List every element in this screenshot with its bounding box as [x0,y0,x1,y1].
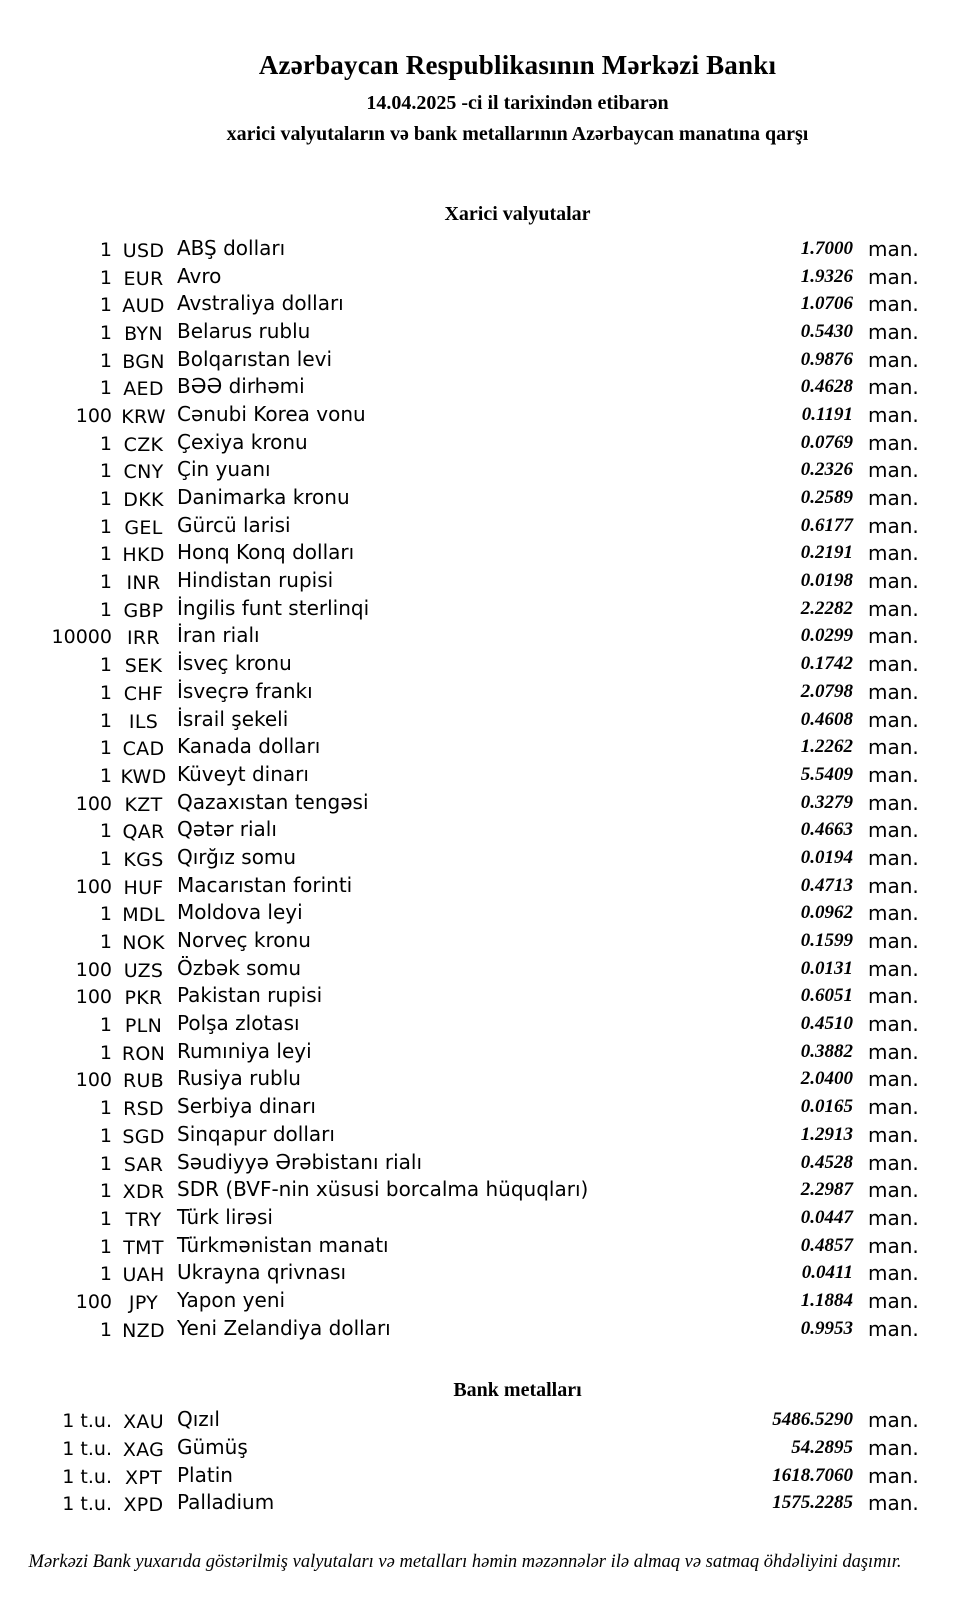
currency-name: Səudiyyə Ərəbistanı rialı [177,1149,423,1174]
table-row [0,567,920,595]
currency-code: XAU [123,1411,164,1434]
rate-unit: man. [868,845,919,870]
obligation-note: Mərkəzi Bank yuxarıda göstərilmiş valyutaları və metalları həmin məzənnələr ilə almaq və satmaq öhdəliyini daşımır. [28,1552,902,1573]
currency-name: Çin yuanı [177,457,271,482]
currency-code: HUF [123,876,164,899]
currency-code: PKR [124,987,163,1010]
currency-name: Türk lirəsi [177,1204,273,1229]
rate-unit: man. [868,513,919,538]
rate-value: 0.4608 [800,708,853,730]
currency-name: İsrail şekeli [177,706,289,731]
currency-code: CAD [122,738,165,761]
currency-code: NZD [122,1319,165,1342]
table-row [0,457,920,485]
rate-value: 0.9953 [800,1317,853,1339]
currency-code: SGD [122,1125,165,1148]
rate-unit: man. [868,1288,919,1313]
rate-value: 2.2987 [800,1179,853,1201]
currency-name: ABŞ dolları [177,235,286,260]
rate-value: 0.6051 [800,985,853,1007]
quantity: 100 [75,792,112,815]
rate-value: 0.0194 [800,846,853,868]
table-row [0,346,920,374]
currency-name: Küveyt dinarı [177,761,309,786]
rate-value: 0.2191 [800,542,853,564]
currency-code: QAR [122,821,165,844]
quantity: 1 [99,515,112,538]
rate-value: 0.1742 [800,653,853,675]
table-row [0,1232,920,1260]
currency-code: XPT [125,1466,162,1489]
table-row [0,983,920,1011]
currency-name: İngilis funt sterlinqi [177,595,370,620]
rate-value: 0.0131 [800,957,853,979]
quantity: 1 t.u. [62,1465,112,1488]
table-row [0,1259,920,1287]
rate-value: 54.2895 [791,1437,853,1459]
quantity: 100 [75,986,112,1009]
table-row [0,540,920,568]
document-header [0,0,960,146]
currency-name: BƏƏ dirhəmi [177,374,305,399]
quantity: 1 [99,737,112,760]
rate-unit: man. [868,347,919,372]
quantity: 1 [99,1124,112,1147]
currency-code: XAG [122,1439,165,1462]
table-row [0,1010,920,1038]
quantity: 1 [99,598,112,621]
table-row [0,955,920,983]
currency-code: HKD [122,544,165,567]
rate-value: 1.2913 [800,1123,853,1145]
rate-unit: man. [868,402,919,427]
table-row [0,623,920,651]
rate-unit: man. [868,236,919,261]
currency-code: UZS [123,959,164,982]
currency-name: Moldova leyi [177,900,303,925]
currency-name: Belarus rublu [177,318,311,343]
rate-unit: man. [868,1261,919,1286]
currency-name: Rusiya rublu [177,1066,301,1091]
rate-value: 1.7000 [800,237,853,259]
quantity: 100 [75,404,112,427]
currency-name: İsveçrə frankı [177,678,313,703]
currency-name: Yapon yeni [177,1287,286,1312]
rate-unit: man. [868,1178,919,1203]
rate-value: 0.5430 [800,320,853,342]
rate-unit: man. [868,929,919,954]
table-row [0,1176,920,1204]
currency-code: RUB [122,1070,165,1093]
rate-value: 1.9326 [800,265,853,287]
currency-code: RON [121,1042,166,1065]
rate-unit: man. [868,984,919,1009]
quantity: 1 [99,238,112,261]
rate-unit: man. [868,624,919,649]
table-row [0,1434,920,1462]
currency-name: Sinqapur dolları [177,1121,335,1146]
currency-name: Qızıl [177,1407,220,1432]
rate-value: 2.2282 [800,597,853,619]
currency-name: Qırğız somu [177,844,297,869]
rate-value: 1575.2285 [772,1492,853,1514]
rate-value: 0.0411 [801,1262,853,1284]
rate-unit: man. [868,1095,919,1120]
table-row [0,1204,920,1232]
rate-value: 0.4528 [800,1151,853,1173]
table-row [0,1407,920,1435]
currency-name: Türkmənistan manatı [177,1232,389,1257]
currency-code: MDL [122,904,165,927]
quantity: 1 [99,654,112,677]
rate-value: 0.0299 [800,625,853,647]
quantity: 1 [99,1180,112,1203]
currency-code: INR [126,572,161,595]
currency-name: Bolqarıstan levi [177,346,333,371]
quantity: 1 [99,321,112,344]
quantity: 100 [75,875,112,898]
rate-value: 0.1191 [801,403,853,425]
rate-value: 1618.7060 [772,1464,853,1486]
currency-code: RSD [123,1098,164,1121]
currency-code: USD [122,239,165,262]
currency-code: IRR [127,627,160,650]
currency-name: İran rialı [177,623,260,648]
rate-value: 0.2589 [800,487,853,509]
currency-name: Honq Konq dolları [177,540,355,565]
quantity: 1 [99,681,112,704]
rate-value: 1.0706 [800,293,853,315]
quantity: 1 [99,931,112,954]
rate-unit: man. [868,541,919,566]
quantity: 1 t.u. [62,1410,112,1433]
currency-name: Ukrayna qrivnası [177,1260,347,1285]
currency-name: SDR (BVF-nin xüsusi borcalma hüquqları) [177,1177,589,1202]
currency-name: Avstraliya dolları [177,291,344,316]
currency-code: XPD [123,1494,164,1517]
currency-name: İsveç kronu [177,651,292,676]
table-row [0,706,920,734]
rate-unit: man. [868,1408,919,1433]
rate-value: 0.4628 [800,376,853,398]
quantity: 100 [75,1069,112,1092]
rate-value: 0.3882 [800,1040,853,1062]
quantity: 1 [99,488,112,511]
quantity: 1 [99,266,112,289]
table-row [0,1038,920,1066]
currency-code: KRW [121,405,166,428]
table-row [0,872,920,900]
table-row [0,401,920,429]
currency-name: Çexiya kronu [177,429,308,454]
rate-value: 0.0198 [800,570,853,592]
table-row [0,900,920,928]
currency-name: Danimarka kronu [177,485,350,510]
quantity: 1 [99,349,112,372]
rate-value: 0.0962 [800,902,853,924]
currency-code: CNY [123,461,164,484]
table-row [0,263,920,291]
currency-name: Avro [177,263,222,288]
table-row [0,1287,920,1315]
currency-code: KWD [120,765,167,788]
currency-code: GBP [123,599,164,622]
rate-unit: man. [868,1012,919,1037]
quantity: 1 [99,377,112,400]
rate-unit: man. [868,652,919,677]
metals-table [0,1407,920,1518]
rate-unit: man. [868,596,919,621]
currency-name: Qətər rialı [177,817,277,842]
currency-code: JPY [128,1291,159,1314]
quantity: 1 [99,1235,112,1258]
rate-unit: man. [868,486,919,511]
quantity: 1 [99,432,112,455]
quantity: 10000 [51,626,112,649]
rate-unit: man. [868,292,919,317]
document-subtitle: xarici valyutaların və bank metallarının Azərbaycan manatına qarşı [226,123,809,145]
rate-unit: man. [868,1233,919,1258]
table-row [0,1093,920,1121]
rate-value: 0.0165 [800,1096,853,1118]
table-row [0,650,920,678]
table-row [0,1066,920,1094]
quantity: 1 [99,294,112,317]
quantity: 1 [99,571,112,594]
rate-value: 5.5409 [800,763,853,785]
currency-code: GEL [124,516,163,539]
section-title-currencies: Xarici valyutalar [444,203,591,225]
table-row [0,1121,920,1149]
currency-name: Cənubi Korea vonu [177,401,366,426]
quantity: 1 [99,543,112,566]
table-row [0,290,920,318]
rate-unit: man. [868,873,919,898]
rate-unit: man. [868,1436,919,1461]
rate-value: 0.3279 [800,791,853,813]
quantity: 1 [99,903,112,926]
effective-date: 14.04.2025 -ci il tarixindən etibarən [366,92,669,114]
table-row [0,429,920,457]
currency-name: Qazaxıstan tengəsi [177,789,369,814]
currency-code: KGS [123,848,164,871]
quantity: 1 [99,764,112,787]
rate-value: 0.4713 [800,874,853,896]
rate-unit: man. [868,790,919,815]
quantity: 1 [99,1014,112,1037]
rate-unit: man. [868,1150,919,1175]
currency-code: BYN [124,322,163,345]
rate-unit: man. [868,818,919,843]
section-title-metals: Bank metalları [453,1378,582,1401]
table-row [0,595,920,623]
currency-code: PLN [124,1015,163,1038]
currency-code: TMT [123,1236,164,1259]
rate-unit: man. [868,1316,919,1341]
rate-value: 0.4663 [800,819,853,841]
rate-unit: man. [868,679,919,704]
rate-unit: man. [868,375,919,400]
rate-value: 0.4510 [800,1013,853,1035]
rate-unit: man. [868,264,919,289]
currency-code: BGN [122,350,165,373]
bank-metals-section [0,1379,960,1518]
rate-value: 1.2262 [800,736,853,758]
rate-unit: man. [868,1039,919,1064]
quantity: 1 t.u. [62,1438,112,1461]
rate-value: 0.9876 [800,348,853,370]
quantity: 1 [99,820,112,843]
table-row [0,1462,920,1490]
currency-table [0,235,920,1343]
currency-code: AED [123,378,164,401]
currency-name: Hindistan rupisi [177,568,334,593]
rate-value: 0.0769 [800,431,853,453]
rate-value: 0.6177 [800,514,853,536]
rate-value: 5486.5290 [772,1409,853,1431]
currency-code: UAH [122,1264,165,1287]
currency-code: AUD [122,295,165,318]
currency-code: NOK [122,932,165,955]
table-row [0,678,920,706]
rate-value: 0.2326 [800,459,853,481]
currency-name: Rumıniya leyi [177,1038,312,1063]
rate-unit: man. [868,956,919,981]
table-row [0,816,920,844]
quantity: 100 [75,958,112,981]
currency-code: SAR [123,1153,164,1176]
currency-code: ILS [128,710,159,733]
table-row [0,1490,920,1518]
table-row [0,733,920,761]
table-row [0,761,920,789]
currency-name: Macarıstan forinti [177,872,353,897]
rate-unit: man. [868,430,919,455]
currency-name: Palladium [177,1490,275,1515]
quantity: 1 [99,1207,112,1230]
currency-code: XDR [122,1181,165,1204]
quantity: 1 [99,1263,112,1286]
currency-name: Gümüş [177,1435,248,1460]
rate-value: 0.0447 [800,1206,853,1228]
quantity: 1 [99,709,112,732]
currency-code: CZK [123,433,164,456]
rate-value: 2.0798 [800,680,853,702]
rate-unit: man. [868,1067,919,1092]
currency-name: Özbək somu [177,955,301,980]
rate-value: 0.4857 [800,1234,853,1256]
currency-name: Norveç kronu [177,928,311,953]
table-row [0,1149,920,1177]
rate-unit: man. [868,1122,919,1147]
quantity: 1 [99,1152,112,1175]
quantity: 1 t.u. [62,1493,112,1516]
rate-unit: man. [868,1205,919,1230]
currency-code: KZT [124,793,163,816]
table-row [0,927,920,955]
table-row [0,318,920,346]
currency-name: Kanada dolları [177,734,321,759]
rate-value: 1.1884 [800,1289,853,1311]
rate-unit: man. [868,762,919,787]
currency-code: EUR [123,267,164,290]
quantity: 1 [99,1097,112,1120]
table-row [0,1315,920,1343]
currency-name: Pakistan rupisi [177,983,323,1008]
rate-unit: man. [868,458,919,483]
rate-unit: man. [868,319,919,344]
rate-value: 2.0400 [800,1068,853,1090]
rate-unit: man. [868,1491,919,1516]
quantity: 100 [75,1290,112,1313]
currency-name: Platin [177,1462,233,1487]
currency-name: Polşa zlotası [177,1011,300,1036]
currency-code: TRY [125,1208,162,1231]
rate-value: 0.1599 [800,930,853,952]
currency-code: SEK [124,655,163,678]
rate-unit: man. [868,735,919,760]
table-row [0,844,920,872]
foreign-currencies-section [0,203,960,1343]
quantity: 1 [99,460,112,483]
quantity: 1 [99,847,112,870]
rate-unit: man. [868,569,919,594]
currency-name: Yeni Zelandiya dolları [177,1315,391,1340]
table-row [0,484,920,512]
quantity: 1 [99,1041,112,1064]
table-row [0,789,920,817]
currency-name: Serbiya dinarı [177,1094,316,1119]
table-row [0,512,920,540]
rate-unit: man. [868,1463,919,1488]
rate-unit: man. [868,707,919,732]
quantity: 1 [99,1318,112,1341]
table-row [0,235,920,263]
currency-code: DKK [123,489,164,512]
rate-unit: man. [868,901,919,926]
table-row [0,373,920,401]
bank-title: Azərbaycan Respublikasının Mərkəzi Bankı [258,50,777,80]
currency-code: CHF [123,682,164,705]
currency-name: Gürcü larisi [177,512,291,537]
